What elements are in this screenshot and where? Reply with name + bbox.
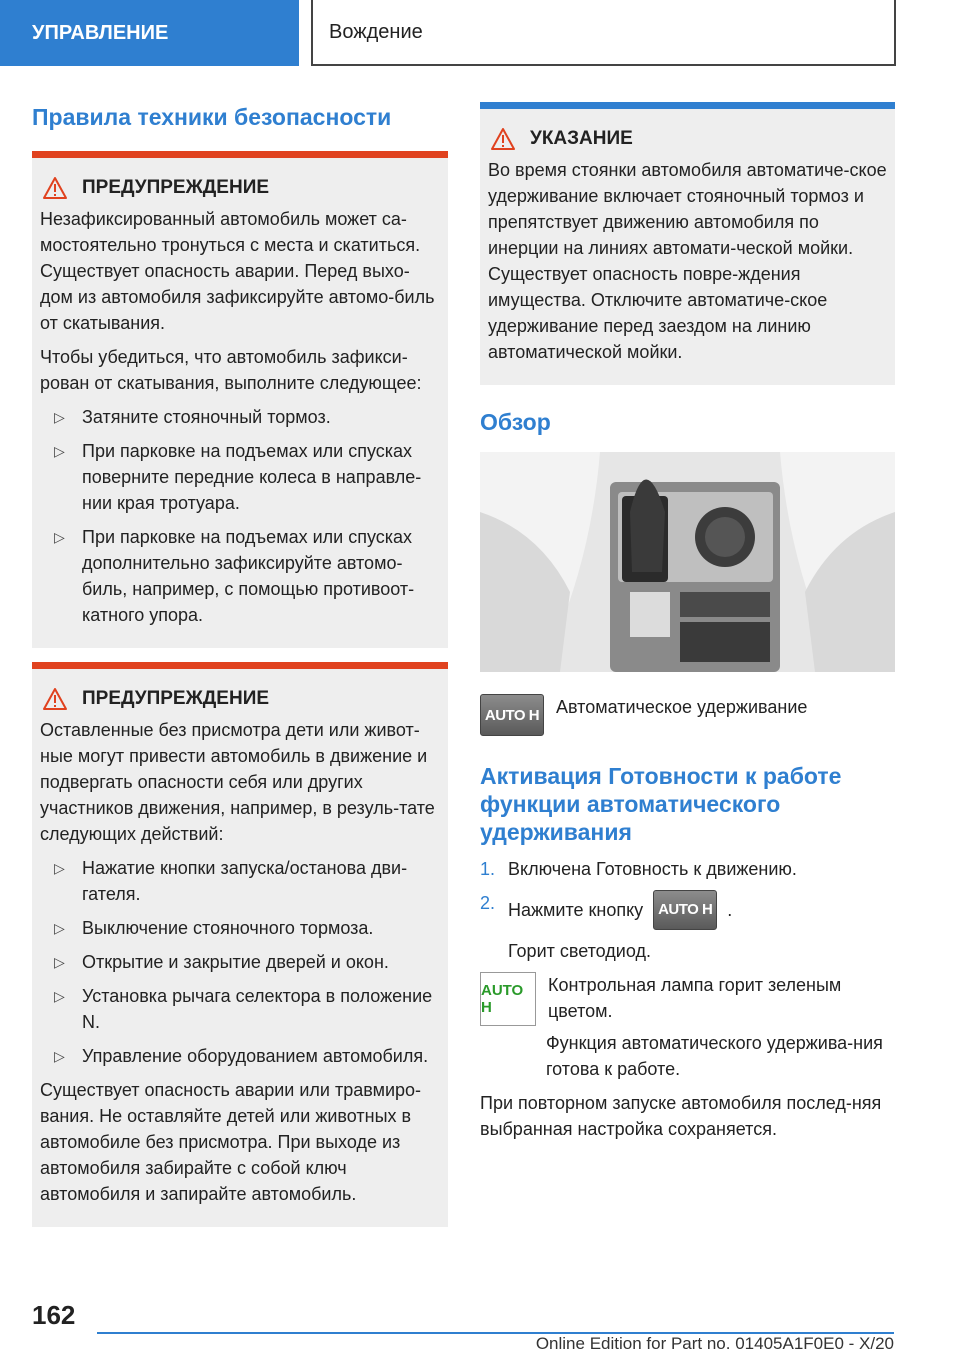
bullet-triangle-icon: ▷ [54, 954, 65, 970]
list-item: ▷ При парковке на подъемах или спусках дополнительно зафиксируйте автомо-биль, например, с помощью противоот-катного упора. [40, 524, 440, 628]
note-paragraph: Во время стоянки автомобиля автоматиче-ское удерживание включает стояночный тормоз и препятствует движению автомобиля по инерции на линиях автомати-ческой мойки. Существует опасность повре-ждения имущества. Отключите автоматиче-ское удерживание перед заездом на линию автоматической мойки. [488, 160, 887, 362]
header-section: УПРАВЛЕНИЕ [0, 0, 299, 66]
center-console-photo [480, 452, 895, 672]
activation-heading: Активация Готовности к работе функции автоматического удерживания [480, 763, 842, 845]
warning-icon [42, 176, 68, 200]
warning-box-1 [32, 151, 448, 648]
bullet-triangle-icon: ▷ [54, 988, 65, 1004]
warning1-list [40, 404, 440, 628]
list-item: ▷ Затяните стояночный тормоз. [40, 404, 440, 430]
warning-box-2 [32, 662, 448, 1227]
bullet-triangle-icon: ▷ [54, 1048, 65, 1064]
restart-text: При повторном запуске автомобиля послед-няя выбранная настройка сохраняется. [480, 1093, 882, 1139]
warning2-list [40, 855, 440, 1069]
steps-list [480, 856, 895, 930]
header-chapter: Вождение [311, 0, 896, 66]
auto-h-indicator-lamp-image: AUTO H [480, 972, 536, 1026]
list-item: ▷ Установка рычага селектора в положение N. [40, 983, 440, 1035]
warning2-paragraph-2: Существует опасность аварии или травмиро-вания. Не оставляйте детей или животных в автомобиле без присмотра. При выходе из автомобиля забирайте с собой ключ автомобиля и запирайте автомобиль. [40, 1080, 422, 1204]
list-item: ▷ Открытие и закрытие дверей и окон. [40, 949, 440, 975]
bullet-triangle-icon: ▷ [54, 860, 65, 876]
safety-heading: Правила техники безопасности [32, 104, 392, 130]
overview-heading: Обзор [480, 409, 551, 435]
bullet-triangle-icon: ▷ [54, 920, 65, 936]
list-item: ▷ Нажатие кнопки запуска/останова дви-гателя. [40, 855, 440, 907]
ready-text: Функция автоматического удержива-ния готова к работе. [546, 1033, 883, 1079]
warning-title-1 [42, 176, 440, 200]
bullet-triangle-icon: ▷ [54, 529, 65, 545]
page-number: 162 [32, 1300, 76, 1330]
step-item: 1. Включена Готовность к движению. [480, 859, 797, 879]
list-item: ▷ Управление оборудованием автомобиля. [40, 1043, 440, 1069]
right-column [480, 102, 895, 1150]
warning1-paragraph-2: Чтобы убедиться, что автомобиль зафикси-рован от скатывания, выполните следующее: [40, 347, 422, 393]
note-title-text: УКАЗАНИЕ [530, 128, 633, 149]
warning-title-text: ПРЕДУПРЕЖДЕНИЕ [82, 688, 270, 709]
bullet-triangle-icon: ▷ [54, 409, 65, 425]
step-item: 2. Нажмите кнопку AUTO H . [480, 890, 895, 930]
warning2-paragraph-1: Оставленные без присмотра дети или живот-ные могут привести автомобиль в движение и подвергать опасности себя или других участников движения, например, в резуль-тате следующих действий: [40, 720, 435, 844]
note-box [480, 102, 895, 385]
note-title [490, 127, 887, 151]
list-item: ▷ При парковке на подъемах или спусках поверните передние колеса в направле-нии края тротуара. [40, 438, 440, 516]
step2-result: Горит светодиод. [508, 941, 651, 961]
bullet-triangle-icon: ▷ [54, 443, 65, 459]
auto-h-button-inline-image: AUTO H [653, 890, 717, 930]
left-column [32, 100, 448, 1227]
auto-h-row [480, 694, 895, 736]
lamp-text: Контрольная лампа горит зеленым цветом. [548, 975, 842, 1021]
lamp-row [480, 972, 895, 1032]
auto-h-button-image: AUTO H [480, 694, 544, 736]
warning-title-2 [42, 687, 440, 711]
list-item: ▷ Выключение стояночного тормоза. [40, 915, 440, 941]
warning-icon [490, 127, 516, 151]
auto-h-caption: Автоматическое удерживание [556, 697, 808, 717]
footer-edition: Online Edition for Part no. 01405A1F0E0 - X/20 [535, 1334, 894, 1353]
warning-icon [42, 687, 68, 711]
warning-title-text: ПРЕДУПРЕЖДЕНИЕ [82, 177, 270, 198]
warning1-paragraph-1: Незафиксированный автомобиль может са-мостоятельно тронуться с места и скатиться. Существует опасность аварии. Перед выхо-дом из автомобиля зафиксируйте автомо-биль от скатывания. [40, 209, 435, 333]
